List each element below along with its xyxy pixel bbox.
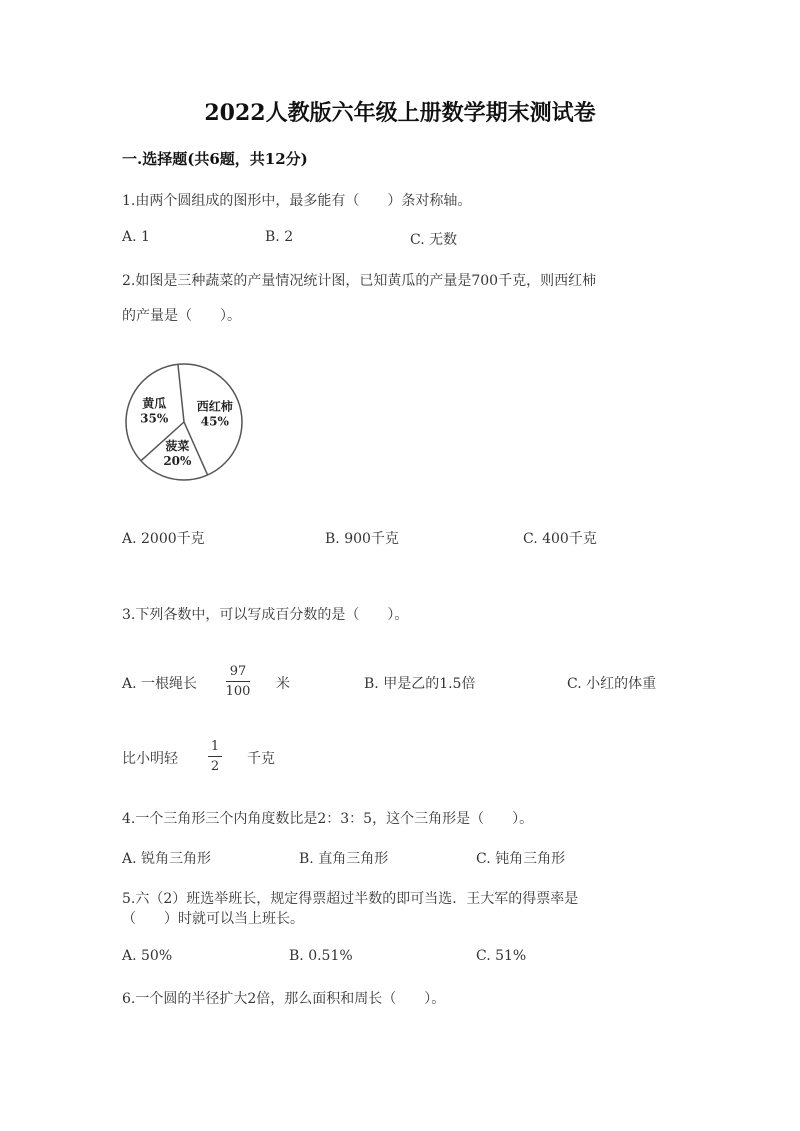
fraction-bar	[226, 681, 250, 682]
pie-slice-percent: 20%	[163, 454, 192, 469]
q1-option-b: B. 2	[265, 229, 294, 245]
q3-option-c-suffix: 千克	[247, 751, 275, 767]
question-1: 1.由两个圆组成的图形中，最多能有（ ）条对称轴。	[122, 193, 472, 209]
section-heading-choice: 一.选择题(共6题，共12分)	[122, 150, 308, 168]
q2-option-c: C. 400千克	[523, 531, 597, 547]
q3-option-a-prefix: A. 一根绳长	[122, 676, 198, 692]
q2-option-a: A. 2000千克	[122, 531, 205, 547]
fraction-numerator: 1	[210, 739, 220, 754]
fraction-bar	[208, 756, 222, 757]
question-2-line-1: 2.如图是三种蔬菜的产量情况统计图，已知黄瓜的产量是700千克，则西红柿	[122, 273, 597, 289]
pie-slice-name: 西红柿	[196, 399, 233, 414]
pie-slice-percent: 45%	[200, 414, 229, 429]
q3-option-a-fraction	[226, 664, 250, 699]
pie-chart	[122, 360, 246, 484]
q2-option-b: B. 900千克	[325, 531, 399, 547]
q3-option-b: B. 甲是乙的1.5倍	[364, 676, 476, 692]
q3-option-c-line-1: C. 小红的体重	[567, 676, 657, 692]
q3-option-a-suffix: 米	[276, 676, 290, 692]
pie-chart-svg	[122, 360, 246, 484]
q4-option-a: A. 锐角三角形	[122, 851, 212, 867]
page-title: 2022人教版六年级上册数学期末测试卷	[204, 100, 596, 126]
question-5-line-2: （ ）时就可以当上班长。	[122, 911, 304, 927]
pie-slice-name: 黄瓜	[142, 396, 167, 411]
q4-option-c: C. 钝角三角形	[476, 851, 566, 867]
q5-option-c: C. 51%	[476, 948, 527, 964]
q3-option-c-fraction	[208, 739, 222, 774]
question-5-line-1: 5.六（2）班选举班长，规定得票超过半数的即可当选．王大军的得票率是	[122, 891, 579, 907]
q4-option-b: B. 直角三角形	[299, 851, 389, 867]
pie-slice-name: 菠菜	[165, 439, 190, 454]
q1-option-c: C. 无数	[410, 232, 458, 248]
q3-option-c-prefix: 比小明轻	[122, 751, 178, 767]
q5-option-b: B. 0.51%	[289, 948, 353, 964]
fraction-numerator: 97	[229, 664, 247, 679]
q1-option-a: A. 1	[122, 229, 150, 245]
fraction-denominator: 100	[225, 684, 251, 699]
question-6: 6.一个圆的半径扩大2倍，那么面积和周长（ ）。	[122, 991, 446, 1007]
fraction-denominator: 2	[210, 759, 220, 774]
question-3: 3.下列各数中，可以写成百分数的是（ ）。	[122, 607, 409, 623]
q5-option-a: A. 50%	[122, 948, 173, 964]
pie-slice-percent: 35%	[140, 411, 169, 426]
question-2-line-2: 的产量是（ ）。	[122, 308, 241, 324]
question-4: 4.一个三角形三个内角度数比是2：3：5，这个三角形是（ ）。	[122, 811, 534, 827]
